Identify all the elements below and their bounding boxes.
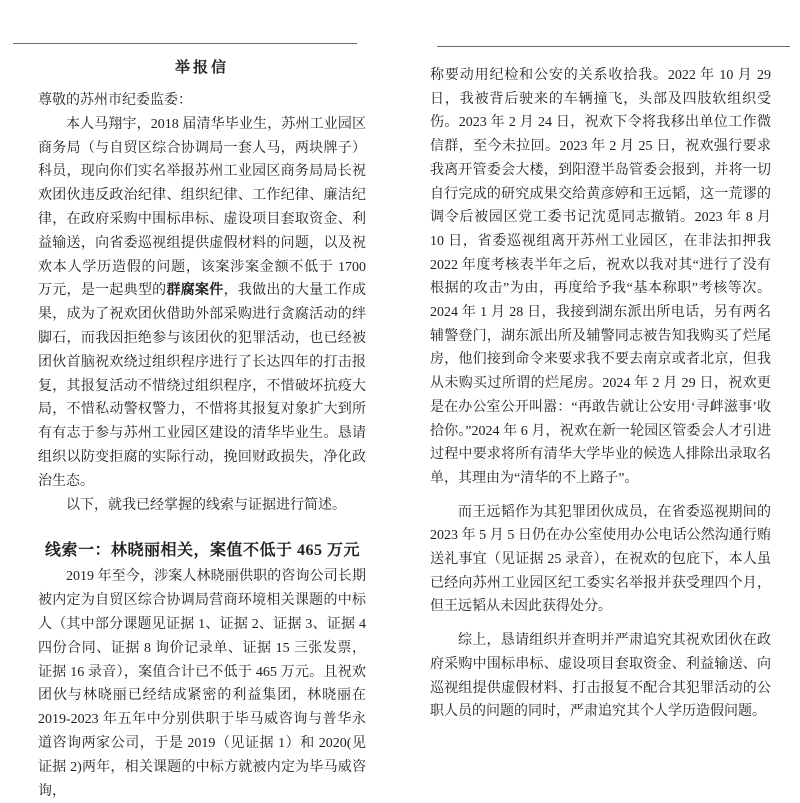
- salutation: 尊敬的苏州市纪委监委：: [38, 93, 192, 108]
- paragraph: [38, 565, 366, 803]
- paragraph: [38, 494, 366, 518]
- paragraph: [38, 113, 366, 494]
- paragraph: [430, 629, 771, 724]
- page-left: [38, 56, 366, 803]
- section-heading: 线索一：林晓丽相关，案值不低于 465 万元: [45, 542, 361, 560]
- document-title: 举报信: [174, 60, 229, 76]
- text-run: 而王远韬作为其犯罪团伙成员，在省委巡视期间的 2023 年 5 月 5 日仍在办公室使用办公电话公然沟通行贿送礼事宜（见证据 25 录音），在祝欢的包庇下，本人虽已经向苏州工业园区纪工委实名举报并获受理四个月，但王远韬从未因此获得处分。: [430, 504, 771, 615]
- text-run: 2019 年至今，涉案人林晓丽供职的咨询公司长期被内定为自贸区综合协调局营商环境相关课题的中标人（其中部分课题见证据 1、证据 2、证据 3、证据 4 四份合同、证据 8 询价记录单、证据 15 三张发票，证据 16 录音），案值合计已不低于 465 万元。且祝欢团伙与林晓丽已经结成紧密的利益集团，林晓丽在 2019-2023 年五年中分别供职于毕马威咨询与普华永道咨询两家公司，于是 2019（见证据 1）和 2020(见证据 2)两年，相关课题的中标方就被内定为毕马威咨询，: [38, 569, 366, 799]
- text-run: 综上，恳请组织并查明并严肃追究其祝欢团伙在政府采购中围标串标、虚设项目套取资金、利益输送、向巡视组提供虚假材料、打击报复不配合其犯罪活动的公职人员的问题的同时，严肃追究其个人学历造假问题。: [430, 633, 771, 720]
- bold-text-run: 群腐案件: [166, 283, 224, 299]
- page-top-edge-line-right: [437, 46, 790, 47]
- text-run: 称要动用纪检和公安的关系收拾我。2022 年 10 月 29 日，我被背后驶来的车辆撞飞，头部及四肢软组织受伤。2023 年 2 月 24 日，祝欢下令将我移出单位工作微信群，至今未拉回。2023 年 2 月 25 日，祝欢强行要求我离开管委会大楼，到阳澄半岛管委会报到，并将一切自行完成的研究成果交给黄彦婷和王远韬，这一荒谬的调令后被园区党工委书记沈觅同志撤销。2023 年 8 月 10 日，省委巡视组离开苏州工业园区，在非法扣押我 2022 年度考核表半年之后，祝欢以我对其“进行了没有根据的攻击”为由，再度给予我“基本称职”考核等次。2024 年 1 月 28 日，我接到湖东派出所电话，另有两名辅警登门，湖东派出所及辅警同志被告知我购买了烂尾房，他们接到命令来要求我不要去南京或者北京，但我从未购买过所谓的烂尾房。2024 年 2 月 29 日，祝欢更是在办公室公开叫嚣：“再敢告就让公安用‘寻衅滋事’收拾你。”2024 年 6 月，祝欢在新一轮园区管委会人才引进过程中要求将所有清华大学毕业的候选人排除出录取名单，其理由为“清华的不上路子”。: [430, 68, 771, 486]
- page-right-body: [430, 64, 771, 724]
- paragraph: [430, 501, 771, 620]
- page-top-edge-line-left: [13, 43, 357, 44]
- text-run: ，我做出的大量工作成果，成为了祝欢团伙借助外部采购进行贪腐活动的绊脚石，而我因拒绝参与该团伙的犯罪活动，也已经被团伙首脑祝欢绕过组织程序进行了长达四年的打击报复，其报复活动不惜绕过组织程序，不惜破坏抗疫大局，不惜私动警权警力，不惜将其报复对象扩大到所有有志于参与苏州工业园区建设的清华毕业生。恳请组织以防变拒腐的实际行动，挽回财政损失，净化政治生态。: [38, 283, 367, 489]
- paragraph: [430, 64, 771, 491]
- page-left-body: [38, 113, 366, 803]
- text-run: 以下，就我已经掌握的线索与证据进行简述。: [66, 497, 346, 513]
- page-right: [430, 64, 771, 734]
- text-run: 本人马翔宇，2018 届清华毕业生，苏州工业园区商务局（与自贸区综合协调局一套人马，两块牌子）科员，现向你们实名举报苏州工业园区商务局局长祝欢团伙违反政治纪律、组织纪律、工作纪律、廉洁纪律，在政府采购中围标串标、虚设项目套取资金、利益输送，向省委巡视组提供虚假材料的问题，以及祝欢本人学历造假的问题，该案涉案金额不低于 1700 万元，是一起典型的: [38, 116, 366, 299]
